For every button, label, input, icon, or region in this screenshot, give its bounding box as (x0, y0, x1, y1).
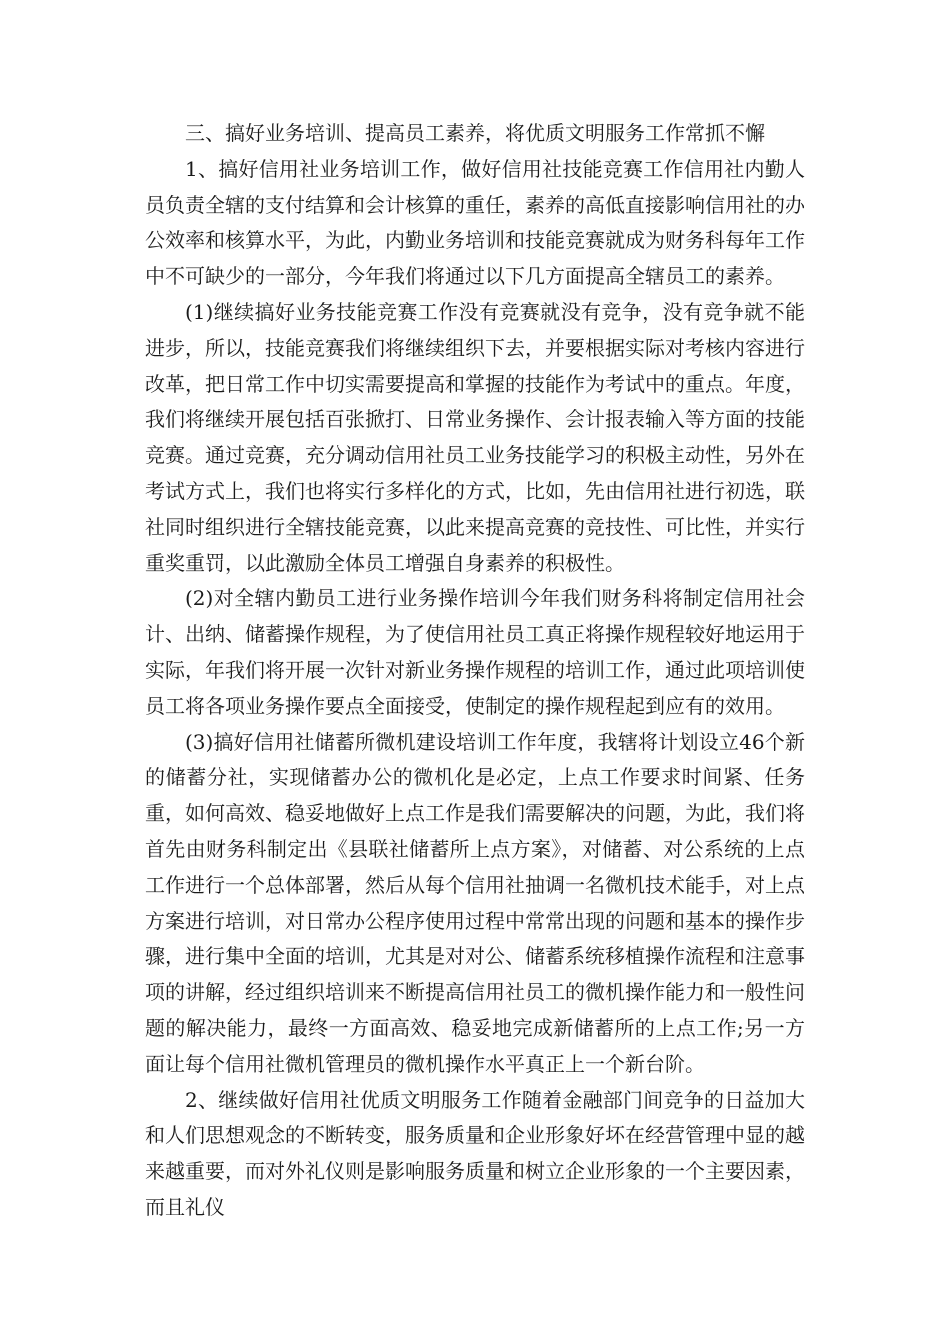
document-body (145, 116, 805, 1226)
section-heading: 三、搞好业务培训、提高员工素养，将优质文明服务工作常抓不懈 (185, 121, 765, 145)
paragraph: 1、搞好信用社业务培训工作，做好信用社技能竞赛工作信用社内勤人员负责全辖的支付结算和会计核算的重任，素养的高低直接影响信用社的办公效率和核算水平，为此，内勤业务培训和技能竞赛就成为财务科每年工作中不可缺少的一部分，今年我们将通过以下几方面提高全辖员工的素养。 (145, 156, 805, 289)
paragraph: (2)对全辖内勤员工进行业务操作培训今年我们财务科将制定信用社会计、出纳、储蓄操作规程，为了使信用社员工真正将操作规程较好地运用于实际，年我们将开展一次针对新业务操作规程的培训工作，通过此项培训使员工将各项业务操作要点全面接受，使制定的操作规程起到应有的效用。 (145, 586, 805, 718)
paragraph: 2、继续做好信用社优质文明服务工作随着金融部门间竞争的日益加大和人们思想观念的不断转变，服务质量和企业形象好坏在经营管理中显的越来越重要，而对外礼仪则是影响服务质量和树立企业形象的一个主要因素，而且礼仪 (145, 1087, 805, 1219)
paragraph: (3)搞好信用社储蓄所微机建设培训工作年度，我辖将计划设立46个新的储蓄分社，实现储蓄办公的微机化是必定，上点工作要求时间紧、任务重，如何高效、稳妥地做好上点工作是我们需要解决的问题，为此，我们将首先由财务科制定出《县联社储蓄所上点方案》，对储蓄、对公系统的上点工作进行一个总体部署，然后从每个信用社抽调一名微机技术能手，对上点方案进行培训，对日常办公程序使用过程中常常出现的问题和基本的操作步骤，进行集中全面的培训，尤其是对对公、储蓄系统移植操作流程和注意事项的讲解，经过组织培训来不断提高信用社员工的微机操作能力和一般性问题的解决能力，最终一方面高效、稳妥地完成新储蓄所的上点工作;另一方面让每个信用社微机管理员的微机操作水平真正上一个新台阶。 (145, 729, 805, 1076)
paragraph: (1)继续搞好业务技能竞赛工作没有竞赛就没有竞争，没有竞争就不能进步，所以，技能竞赛我们将继续组织下去，并要根据实际对考核内容进行改革，把日常工作中切实需要提高和掌握的技能作为考试中的重点。年度，我们将继续开展包括百张掀打、日常业务操作、会计报表输入等方面的技能竞赛。通过竞赛，充分调动信用社员工业务技能学习的积极主动性，另外在考试方式上，我们也将实行多样化的方式，比如，先由信用社进行初选，联社同时组织进行全辖技能竞赛，以此来提高竞赛的竞技性、可比性，并实行重奖重罚，以此激励全体员工增强自身素养的积极性。 (145, 299, 805, 575)
